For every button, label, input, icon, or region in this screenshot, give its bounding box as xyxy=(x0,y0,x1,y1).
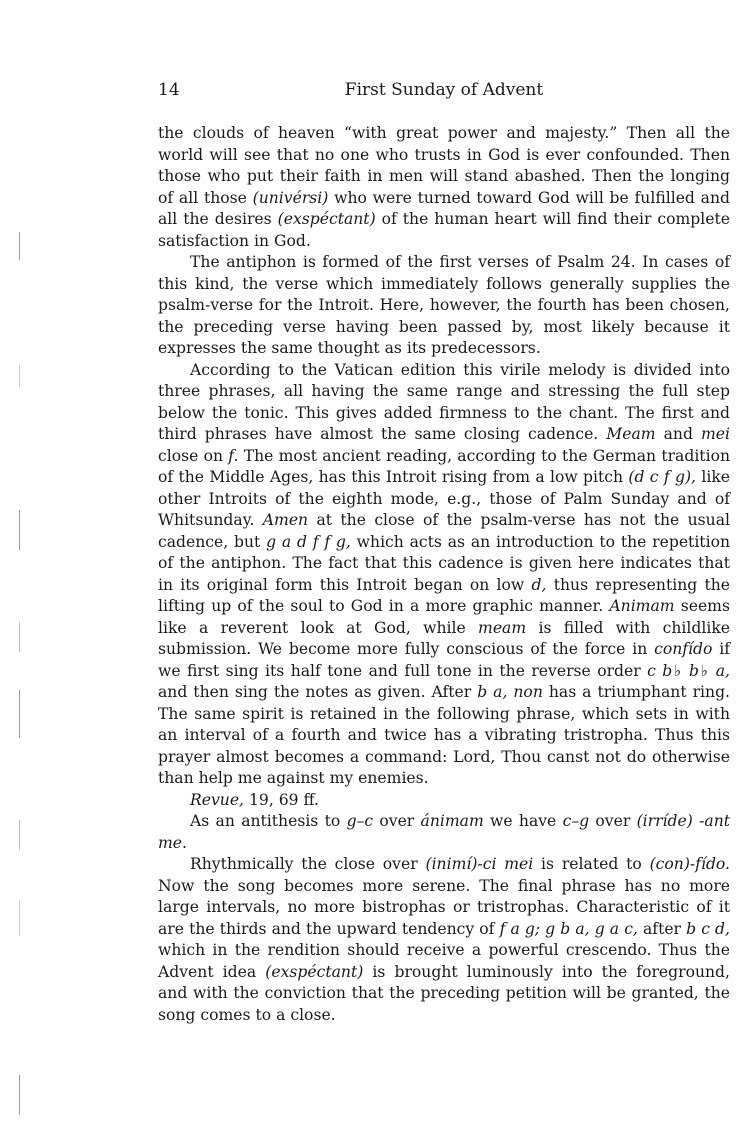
body-text xyxy=(158,123,730,1026)
paragraph-6: Rhythmically the close over (inimí)-ci mei is related to (con)-fído. Now the song becomes more serene. The final phrase has no more large intervals, no more bistrophas or tristrophas. Characteristic of it are the thirds and the upward tendency of f a g; g b a, g a c, after b c d, which in the rendition should receive a powerful crescendo. Thus the Advent idea (exspéctant) is brought luminously into the foreground, and with the conviction that the preceding petition will be granted, the song comes to a close. xyxy=(158,855,730,1024)
scan-mark xyxy=(19,232,20,260)
paragraph-2: The antiphon is formed of the first verses of Psalm 24. In cases of this kind, the verse which immediately follows generally supplies the psalm-verse for the Introit. Here, however, the fourth has been chosen, the preceding verse having been passed by, most likely because it expresses the same thought as its predecessors. xyxy=(158,253,730,357)
paragraph-3: According to the Vatican edition this virile melody is divided into three phrases, all having the same range and stressing the full step below the tonic. This gives added firmness to the chant. The first and third phrases have almost the same closing cadence. Meam and mei close on f. The most ancient reading, according to the German tradition of the Middle Ages, has this Introit rising from a low pitch (d c f g), like other Introits of the eighth mode, e.g., those of Palm Sunday and of Whitsunday. Amen at the close of the psalm-verse has not the usual cadence, but g a d f f g, which acts as an introduction to the repetition of the antiphon. The fact that this cadence is given here indicates that in its original form this Introit began on low d, thus representing the lifting up of the soul to God in a more graphic manner. Animam seems like a reverent look at God, while meam is filled with childlike submission. We become more fully conscious of the force in confído if we first sing its half tone and full tone in the reverse order c b♭ b♭ a, and then sing the notes as given. After b a, non has a triumphant ring. The same spirit is retained in the following phrase, which sets in with an interval of a fourth and twice has a vibrating tristropha. Thus this prayer almost becomes a command: Lord, Thou canst not do otherwise than help me against my enemies. xyxy=(158,360,731,787)
scan-mark xyxy=(19,690,20,738)
scan-mark xyxy=(19,622,20,652)
running-title: First Sunday of Advent xyxy=(344,80,544,100)
page-header xyxy=(158,80,730,104)
paragraph-reference: Revue, 19, 69 ff. xyxy=(190,790,320,809)
paragraph-5: As an antithesis to g–c over ánimam we have c–g over (irríde) -ant me. xyxy=(158,812,731,852)
scan-mark xyxy=(19,510,20,550)
scan-mark xyxy=(19,365,20,387)
scan-mark xyxy=(19,820,20,850)
paragraph-1: the clouds of heaven “with great power and majesty.” Then all the world will see that no one who trusts in God is ever confounded. Then those who put their faith in men will stand abashed. Then the longing of all those (univérsi) who were turned toward God will be fulfilled and all the desires (exspéctant) of the human heart will find their complete satisfaction in God. xyxy=(158,124,730,250)
scan-mark xyxy=(19,900,20,936)
scan-mark xyxy=(19,1075,20,1115)
page-number: 14 xyxy=(158,80,180,100)
